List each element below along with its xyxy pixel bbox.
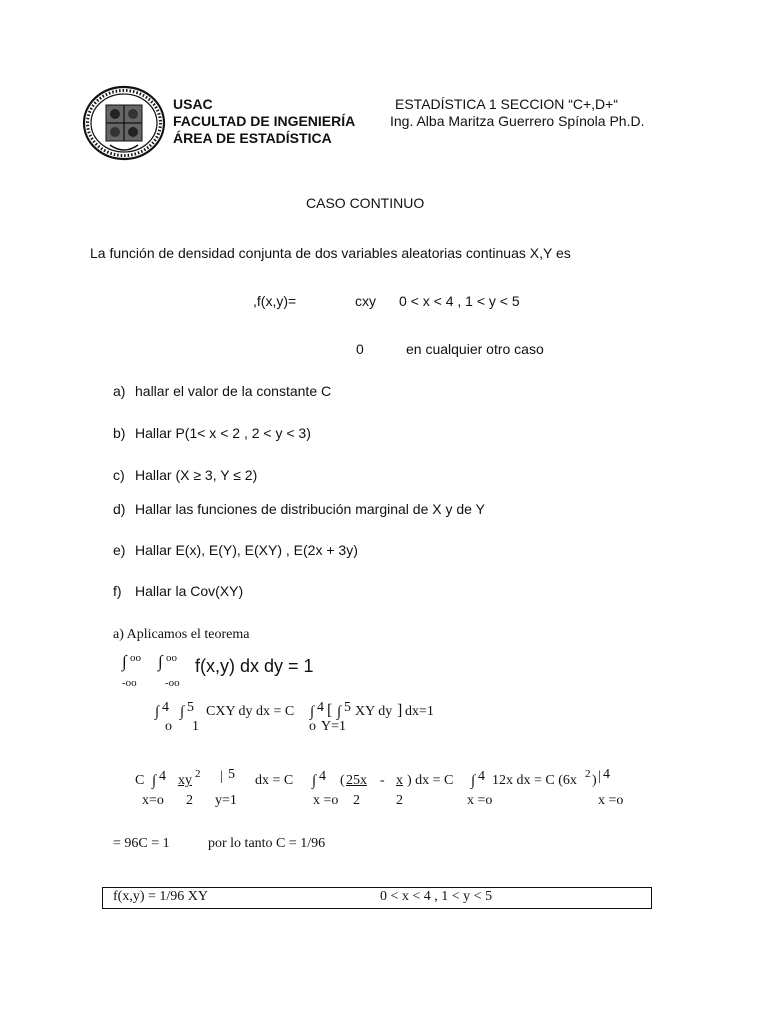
question-d-label: d) [113,501,126,517]
integral-upper-limit: 4 [162,700,169,715]
density-lhs: ,f(x,y)= [253,293,297,309]
equation-text: dx = C [255,773,294,788]
integral-upper-limit: 4 [317,700,324,715]
integral-lower-limit: o [309,719,316,734]
integral-lower-limit: x=o [142,793,164,808]
question-c-text: Hallar (X ≥ 3, Y ≤ 2) [135,467,258,483]
course-name: ESTADÍSTICA 1 SECCION “C+,D+“ [395,96,619,112]
final-answer-domain: 0 < x < 4 , 1 < y < 5 [380,889,493,904]
question-f-text: Hallar la Cov(XY) [135,583,244,599]
constant-c: C [135,773,145,788]
result-conclusion: por lo tanto C = 1/96 [208,836,326,851]
density-case1-expr: cxy [355,293,376,309]
theorem-expression: f(x,y) dx dy = 1 [195,656,314,676]
integral-symbol: ∫ [122,652,127,671]
integral-upper-limit: 4 [478,769,485,784]
density-case1-domain: 0 < x < 4 , 1 < y < 5 [399,293,520,309]
integral-symbol: ∫ [310,704,315,720]
superscript: 2 [195,768,201,780]
question-f-label: f) [113,583,122,599]
integral-upper-limit: 5 [344,700,351,715]
integral-lower-limit: x =o [467,793,493,808]
question-b-text: Hallar P(1< x < 2 , 2 < y < 3) [135,425,311,441]
integral-symbol: ∫ [471,773,476,789]
eval-bar: | [598,769,601,784]
integral-lower-limit: Y=1 [321,719,347,734]
bracket-open: [ [327,702,333,719]
minus-sign: - [380,773,385,788]
equation-text: dx=1 [405,704,434,719]
question-a-text: hallar el valor de la constante C [135,383,332,399]
integral-upper-limit: 4 [319,769,326,784]
integral-upper-limit: oo [130,652,141,664]
fraction-denominator: 2 [353,793,360,808]
integral-lower-limit: 1 [192,719,199,734]
faculty-name: FACULTAD DE INGENIERÍA [173,113,356,129]
paren-close: ) [592,773,597,788]
fraction-numerator: 25x [346,773,367,788]
integral-symbol: ∫ [158,652,163,671]
question-a-label: a) [113,383,126,399]
fraction-denominator: 2 [186,793,193,808]
question-c-label: c) [113,467,125,483]
question-b-label: b) [113,425,126,441]
fraction-numerator: x [396,773,403,788]
result-equation: = 96C = 1 [113,836,170,851]
integral-symbol: ∫ [180,704,185,720]
solution-intro: a) Aplicamos el teorema [113,627,250,642]
eval-bar: | [220,769,223,784]
integral-upper-limit: oo [166,652,177,664]
integral-lower-limit: -oo [122,677,137,689]
equation-text: ) dx = C [407,773,454,788]
eval-upper-limit: 4 [603,767,610,782]
integral-symbol: ∫ [312,773,317,789]
equation-text: CXY dy dx = C [206,704,295,719]
integral-upper-limit: 4 [159,769,166,784]
integral-symbol: ∫ [155,704,160,720]
eval-upper-limit: 5 [228,767,235,782]
institution-name: USAC [173,96,213,112]
integral-symbol: ∫ [152,773,157,789]
integral-lower-limit: x =o [313,793,339,808]
final-answer-box [102,887,652,909]
paren-open: ( [340,773,345,788]
final-answer-expression: f(x,y) = 1/96 XY [113,889,208,904]
page-title: CASO CONTINUO [306,195,425,211]
question-d-text: Hallar las funciones de distribución marginal de X y de Y [135,501,485,517]
university-seal [82,85,166,161]
instructor-name: Ing. Alba Maritza Guerrero Spínola Ph.D. [390,113,645,129]
superscript: 2 [585,768,591,780]
integral-lower-limit: o [165,719,172,734]
integral-lower-limit: -oo [165,677,180,689]
integrand-text: XY dy [355,704,393,719]
bracket-close: ] [397,702,403,719]
eval-lower-limit: y=1 [215,793,237,808]
eval-lower-limit: x =o [598,793,624,808]
intro-text: La función de densidad conjunta de dos variables aleatorias continuas X,Y es [90,245,571,261]
fraction-denominator: 2 [396,793,403,808]
density-case2-expr: 0 [356,341,364,357]
integrand-text: 12x dx = C (6x [492,773,577,788]
question-e-text: Hallar E(x), E(Y), E(XY) , E(2x + 3y) [135,542,358,558]
integral-upper-limit: 5 [187,700,194,715]
density-case2-domain: en cualquier otro caso [406,341,544,357]
area-name: ÁREA DE ESTADÍSTICA [173,130,332,146]
integral-symbol: ∫ [337,704,342,720]
question-e-label: e) [113,542,126,558]
fraction-numerator: xy [178,773,192,788]
